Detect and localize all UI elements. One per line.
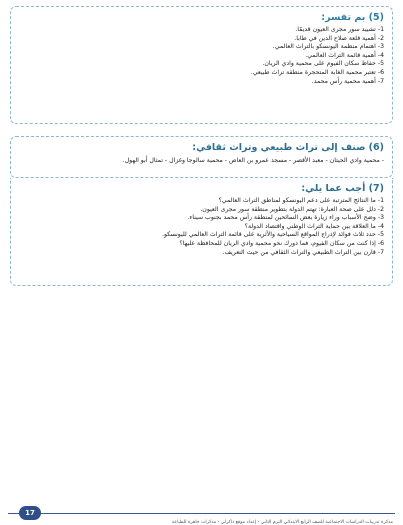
question-list <box>19 26 384 86</box>
section-answer <box>10 178 393 286</box>
question-item: 6- إذا كنت من سكان الفيوم، فما دورك نحو محمية وادي الريان للمحافظة عليها؟ <box>179 239 384 247</box>
question-item: 5- حدد ثلاث فوائد لإدراج المواقع السياحية والأثرية على قائمة التراث العالمي لليونسكو. <box>161 231 384 239</box>
page-footer <box>0 506 403 524</box>
question-item: 7- أهمية محمية رأس محمد. <box>311 77 384 85</box>
question-item: 1- تشييد سور مجرى العيون قديمًا. <box>295 26 384 33</box>
question-item: 1- ما النتائج المترتبة على دعم اليونسكو لمناطق التراث العالمي؟ <box>218 197 384 204</box>
question-item: 3- اهتمام منظمة اليونسكو بالتراث العالمي. <box>272 43 384 51</box>
question-item: 5- حفاظ سكان الفيوم على محمية وادي الريان. <box>262 60 384 68</box>
classify-list: - محمية وادي الحيتان - معبد الأقصر - مسجد عمرو بن العاص - محمية سالوجا وغزال - تمثال أبو الهول. <box>122 157 384 164</box>
question-item: 7- قارن بين التراث الطبيعي والتراث الثقافي من حيث التعريف. <box>222 248 384 256</box>
question-item: 2- أهمية قلعة صلاح الدين في طابا. <box>294 34 384 42</box>
question-item: 3- وضح الأسباب وراء زيارة بعض السائحين لمنطقة رأس محمد بجنوب سيناء. <box>187 214 384 222</box>
question-item: 6- تعتبر محمية الغابة المتحجرة منطقة تراث طبيعي. <box>250 68 384 76</box>
footer-divider <box>8 513 395 514</box>
page-number-badge: 17 <box>19 506 41 520</box>
question-item: 2- دلل على صحة العبارة: تهتم الدولة بتطوير منطقة سور مجرى العيون. <box>200 205 384 213</box>
footer-caption: مذكرة تدريبات الدراسات الاجتماعية للصف الرابع الابتدائي الترم الثاني - إعداد موقع ذاكرلي - مذكرات جاهزة للطباعة <box>171 520 393 525</box>
section-title: (6) صنف إلى تراث طبيعي وتراث ثقافي: <box>192 142 384 153</box>
worksheet-page <box>10 6 393 498</box>
section-title: (5) بم تفسر: <box>321 12 384 23</box>
section-explain <box>10 6 393 124</box>
question-item: 4- أهمية قائمة التراث العالمي. <box>305 51 384 59</box>
section-classify <box>10 136 393 178</box>
section-title: (7) أجب عما يلي: <box>301 183 384 194</box>
question-list <box>19 197 384 257</box>
question-item: 4- ما العلاقة بين حماية التراث الوطني واقتصاد الدولة؟ <box>244 222 384 230</box>
